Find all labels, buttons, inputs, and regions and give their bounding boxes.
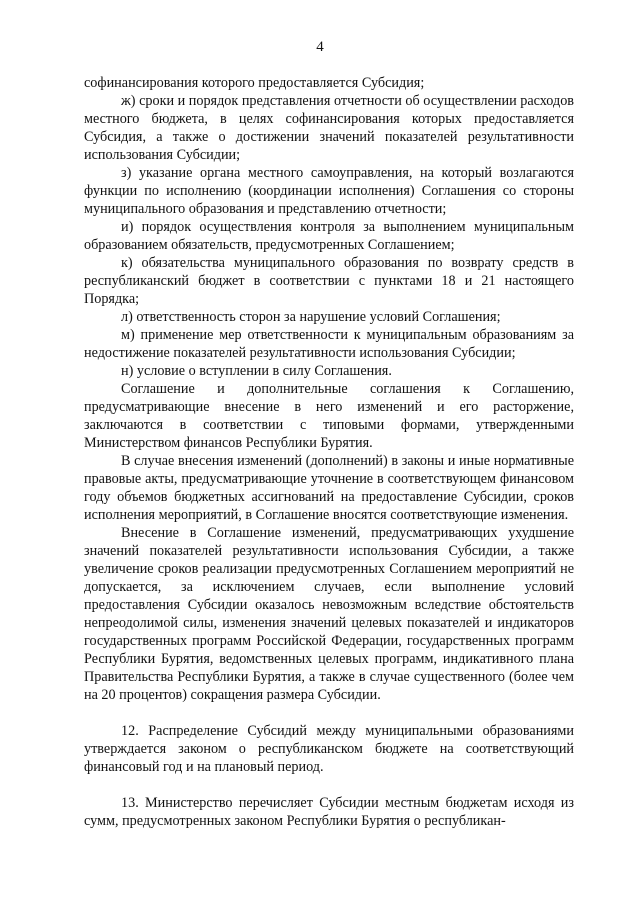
paragraph-item-n: н) условие о вступлении в силу Соглашения. (121, 363, 392, 379)
paragraph-item-i: и) порядок осуществления контроля за выполнением муниципальным образованием обязательств, предусмотренных Соглашением; (84, 219, 574, 253)
paragraph-agreement-forms: Соглашение и дополнительные соглашения к Соглашению, предусматривающие внесение в него изменений и его расторжение, заключаются в соответствии с типовыми формами, утвержденными Министерством финансов Республики Бурятия. (84, 381, 574, 451)
paragraph-item-z: з) указание органа местного самоуправления, на который возлагаются функции по исполнению (координации исполнения) Соглашения со стороны муниципального образования и представлению отчетности; (84, 165, 574, 217)
paragraph-section-13: 13. Министерство перечисляет Субсидии местным бюджетам исходя из сумм, предусмотренных законом Республики Бурятия о республикан- (84, 795, 574, 829)
page-number: 4 (316, 39, 324, 55)
paragraph-item-zh: ж) сроки и порядок представления отчетности об осуществлении расходов местного бюджета, в целях софинансирования которых предоставляется Субсидия, а также о достижении значений показателей результативности использования Субсидии; (84, 93, 574, 163)
paragraph-continuation: софинансирования которого предоставляется Субсидия; (84, 75, 425, 91)
paragraph-amendment-restrictions: Внесение в Соглашение изменений, предусматривающих ухудшение значений показателей результативности использования Субсидии, а также увеличение сроков реализации предусмотренных Соглашением мероприятий не допускается, за исключением случаев, если выполнение условий предоставления Субсидии оказалось невозможным вследствие обстоятельств непреодолимой силы, изменения значений целевых показателей и индикаторов государственных программ Российской Федерации, государственных программ Республики Бурятия, ведомственных целевых программ, индикативного плана Правительства Республики Бурятия, а также в случае существенного (более чем на 20 процентов) сокращения размера Субсидии. (84, 525, 574, 703)
paragraph-law-changes: В случае внесения изменений (дополнений) в законы и иные нормативные правовые акты, предусматривающие уточнение в соответствующем финансовом году объемов бюджетных ассигнований на предоставление Субсидии, сроков исполнения мероприятий, в Соглашение вносятся соответствующие изменения. (84, 453, 574, 523)
paragraph-section-12: 12. Распределение Субсидий между муниципальными образованиями утверждается законом о республиканском бюджете на соответствующий финансовый год и на плановый период. (84, 723, 574, 775)
document-body (84, 74, 574, 830)
paragraph-item-k: к) обязательства муниципального образования по возврату средств в республиканский бюджет в соответствии с пунктами 18 и 21 настоящего Порядка; (84, 255, 574, 307)
paragraph-item-l: л) ответственность сторон за нарушение условий Соглашения; (121, 309, 501, 325)
paragraph-item-m: м) применение мер ответственности к муниципальным образованиям за недостижение показателей результативности использования Субсидии; (84, 327, 574, 361)
